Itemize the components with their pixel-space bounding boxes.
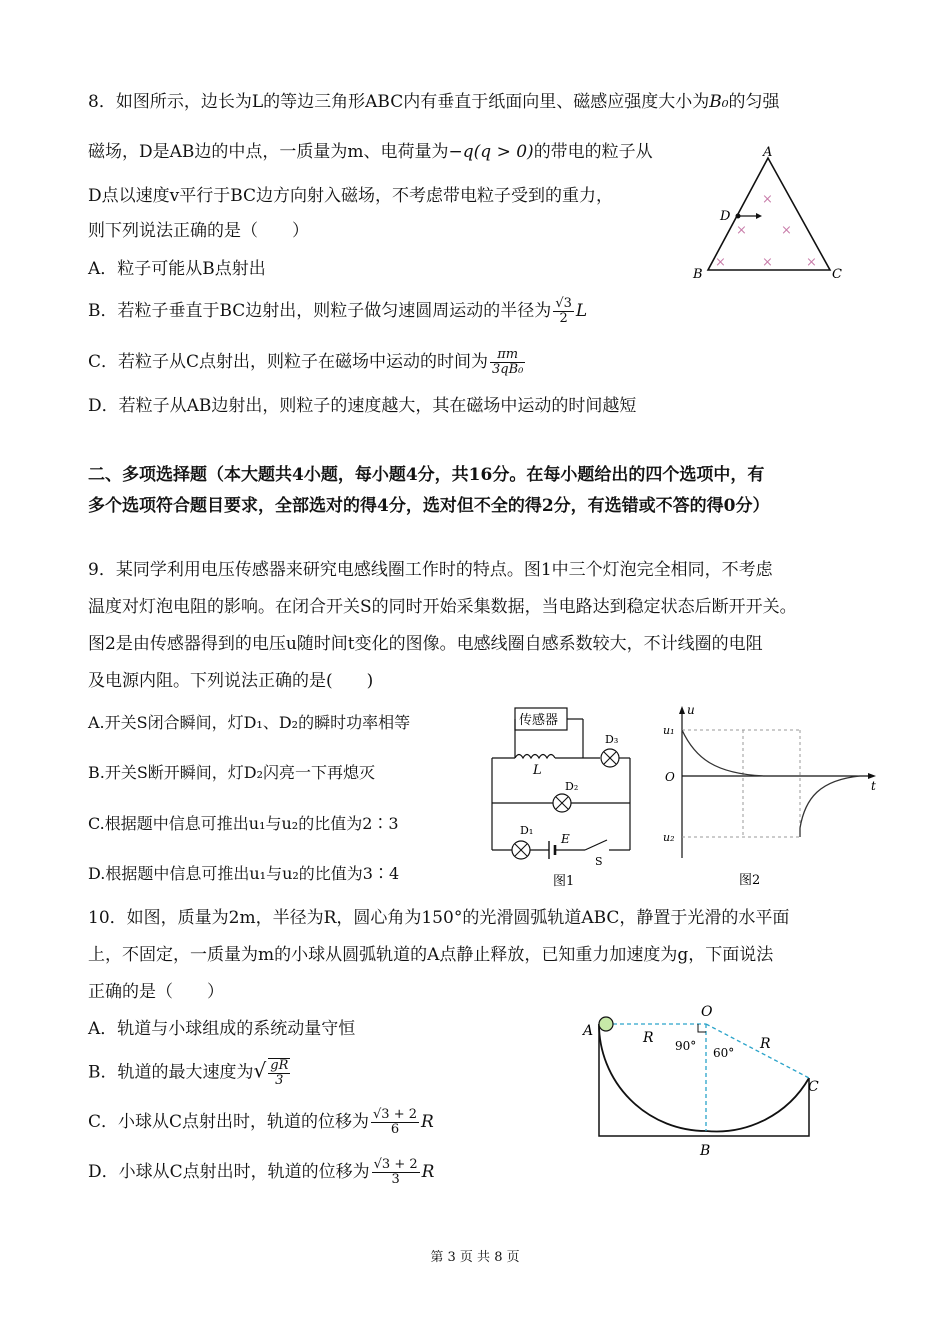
inductor-label: L (533, 763, 542, 778)
q8-option-b: B．若粒子垂直于BC边射出，则粒子做匀速圆周运动的半径为 $\frac{√3}{2}$ L (88, 296, 588, 326)
q9-option-c: C.根据题中信息可推出u₁与u₂的比值为2∶3 (88, 814, 399, 833)
q9-option-a: A.开关S闭合瞬间，灯D₁、D₂的瞬时功率相等 (88, 713, 411, 732)
q8-cross: × (762, 255, 773, 270)
label-r1: R (643, 1030, 654, 1046)
switch-label: S (595, 855, 603, 868)
q10-line1: 10．如图，质量为2m，半径为R，圆心角为150°的光滑圆弧轨道ABC，静置于光滑的水平面 (88, 908, 790, 928)
discharge-curve (800, 776, 860, 837)
q8-label-c: C (832, 267, 842, 282)
q8-line3: D点以速度v平行于BC边方向射入磁场，不考虑带电粒子受到的重力， (88, 186, 614, 206)
u2-label: u₂ (663, 831, 675, 844)
angle-90: 90° (675, 1039, 697, 1053)
lamp-d2-label: D₂ (565, 780, 579, 793)
q8-option-d: D．若粒子从AB边射出，则粒子的速度越大，其在磁场中运动的时间越短 (88, 396, 637, 416)
q8-cross: × (781, 223, 792, 238)
q8-cross: × (762, 192, 773, 207)
q8-label-d: D (720, 209, 731, 224)
q10-line3: 正确的是（ ） (88, 982, 224, 1002)
q8-option-a: A．粒子可能从B点射出 (88, 259, 266, 279)
q10-option-c: C．小球从C点射出时，轨道的位移为 $\frac{√3 + 2}{6}$ R (88, 1107, 434, 1137)
section2-heading-line1: 二、多项选择题（本大题共4小题，每小题4分，共16分。在每小题给出的四个选项中，有 (88, 465, 765, 485)
q10-option-a: A．轨道与小球组成的系统动量守恒 (88, 1019, 356, 1039)
q9-option-b: B.开关S断开瞬间，灯D₂闪亮一下再熄灭 (88, 763, 376, 782)
u1-label: u₁ (663, 724, 675, 737)
t-axis-label: t (871, 779, 876, 793)
q8-cross: × (806, 255, 817, 270)
figure1-caption: 图1 (553, 874, 575, 889)
origin-label: O (665, 770, 675, 784)
q8-line2: 磁场，D是AB边的中点，一质量为m、电荷量为−q(q > 0)的带电的粒子从 (88, 142, 653, 162)
q9-line1: 9．某同学利用电压传感器来研究电感线圈工作时的特点。图1中三个灯泡完全相同，不考虑 (88, 560, 773, 580)
switch-s (585, 840, 607, 850)
page-footer: 第 3 页 共 8 页 (430, 1250, 520, 1265)
label-o: O (701, 1004, 713, 1020)
charging-curve (682, 730, 765, 776)
label-b: B (700, 1143, 711, 1159)
sensor-label: 传感器 (519, 713, 559, 728)
q8-triangle-figure (690, 140, 860, 285)
q10-track-figure (575, 1000, 835, 1165)
q10-line2: 上，不固定，一质量为m的小球从圆弧轨道的A点静止释放，已知重力加速度为g，下面说法 (88, 945, 774, 965)
u-axis-label: u (687, 703, 695, 717)
label-a: A (583, 1023, 594, 1039)
ball (599, 1017, 613, 1031)
battery-label: E (561, 832, 570, 846)
q10-option-d: D．小球从C点射出时，轨道的位移为 $\frac{√3 + 2}{3}$ R (88, 1157, 435, 1187)
angle-60: 60° (713, 1046, 735, 1060)
q8-cross: × (736, 223, 747, 238)
q8-line4: 则下列说法正确的是（ ） (88, 221, 309, 241)
q9-line4: 及电源内阻。下列说法正确的是( ) (88, 671, 374, 691)
arc-track (599, 1024, 809, 1132)
q8-field-crosses (715, 192, 817, 270)
lamp-d1-label: D₁ (520, 824, 534, 837)
q9-line3: 图2是由传感器得到的电压u随时间t变化的图像。电感线圈自感系数较大，不计线圈的电阻 (88, 634, 763, 654)
q9-voltage-graph (655, 698, 885, 890)
q8-line1: 8．如图所示，边长为L的等边三角形ABC内有垂直于纸面向里、磁感应强度大小为B₀的匀强 (88, 92, 780, 112)
q9-line2: 温度对灯泡电阻的影响。在闭合开关S的同时开始采集数据，当电路达到稳定状态后断开开关。 (88, 597, 797, 617)
label-c: C (808, 1079, 819, 1095)
q8-label-b: B (693, 267, 703, 282)
label-r2: R (760, 1036, 771, 1052)
q8-option-c: C．若粒子从C点射出，则粒子在磁场中运动的时间为 $\frac{\pi m}{\text{3qB₀}}$ (88, 347, 524, 377)
section2-heading-line2: 多个选项符合题目要求，全部选对的得4分，选对但不全的得2分，有选错或不答的得0分） (88, 496, 770, 516)
inductor-coil (515, 755, 555, 759)
q9-option-d: D.根据题中信息可推出u₁与u₂的比值为3∶4 (88, 864, 400, 883)
lamp-d3-label: D₃ (605, 733, 619, 746)
q8-label-a: A (763, 145, 773, 160)
q9-circuit-figure (485, 700, 645, 890)
track-block-outline (599, 1024, 809, 1136)
figure2-caption: 图2 (739, 873, 761, 888)
q10-option-b: B．轨道的最大速度为√ $\frac{gR}{3}$ (88, 1058, 289, 1088)
q8-cross: × (715, 255, 726, 270)
